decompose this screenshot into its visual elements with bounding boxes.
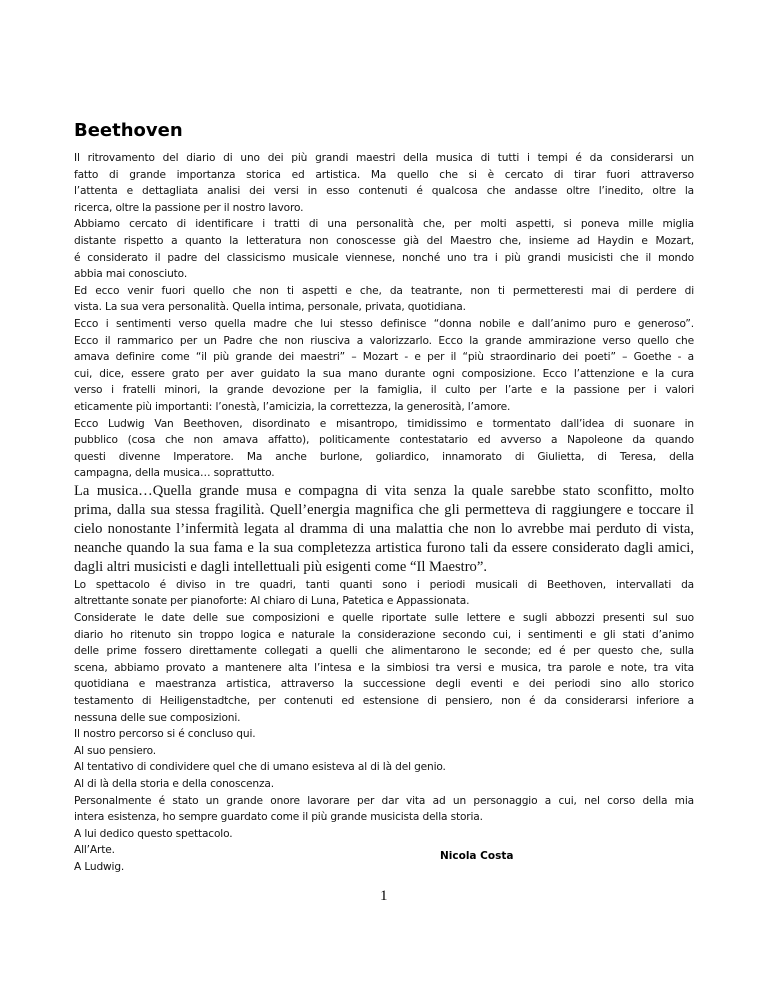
text-line: prima, dalla sua stessa fragilità. Quell’energia magnifica che gli permetteva di raggiungere e toccare il (74, 501, 694, 518)
text-line: intera esistenza, ho sempre guardato come il più grande musicista della storia. (74, 811, 483, 824)
text-line: diario ho ritenuto sin troppo logica e naturale la considerazione secondo cui, i sentimenti e gli stati d’animo (74, 628, 694, 641)
page-number: 1 (380, 888, 388, 904)
paragraph (74, 577, 694, 610)
text-line: quotidiana e maestranza artistica, attraverso la successione degli eventi e dei periodi sino allo storico (74, 678, 694, 691)
paragraph (74, 416, 694, 482)
paragraph (74, 743, 694, 760)
text-line: Personalmente é stato un grande onore lavorare per dar vita ad un personaggio a cui, nel corso della mia (74, 794, 694, 807)
text-line: distante rispetto a quanto la letteratura non conoscesse già del Maestro che, insieme ad Haydin e Mozart, (74, 234, 694, 247)
paragraph (74, 482, 694, 577)
text-line: Ecco il rammarico per un Padre che non riusciva a valorizzarlo. Ecco la grande ammirazione verso quello che (74, 334, 694, 347)
text-line: questi divenne Imperatore. Ma anche burlone, goliardico, innamorato di Giulietta, di Teresa, della (74, 450, 694, 463)
document-body (74, 150, 694, 876)
text-line: campagna, della musica… soprattutto. (74, 467, 275, 480)
paragraph (74, 610, 694, 726)
text-line: Ecco i sentimenti verso quella madre che lui stesso definisce “donna nobile e dall’animo puro e generoso”. (74, 317, 694, 330)
text-line: cielo nonostante l’infermità legata al dramma di una malattia che non lo avrebbe mai perduto di vista, (74, 520, 694, 537)
paragraph (74, 726, 694, 743)
text-line: eticamente più importanti: l’onestà, l’amicizia, la correttezza, la generosità, l’amore. (74, 400, 511, 413)
text-line: verso i fratelli minori, la grande devozione per la famiglia, il culto per l’arte e la passione per i valori (74, 384, 694, 397)
text-line: altrettante sonate per pianoforte: Al chiaro di Luna, Patetica e Appassionata. (74, 595, 470, 608)
text-line: abbia mai conosciuto. (74, 268, 188, 281)
text-line: cui, dice, essere grato per aver guidato la sua mano durante ogni composizione. Ecco l’attenzione e la cura (74, 367, 694, 380)
text-line: Ecco Ludwig Van Beethoven, disordinato e misantropo, timidissimo e tormentato dall’idea di suonare in (74, 417, 694, 430)
text-line: delle prime fossero direttamente collegati a quelli che alimentarono le seconde; ed é per questo che, sulla (74, 645, 694, 658)
paragraph (74, 842, 694, 859)
text-line: ricerca, oltre la passione per il nostro lavoro. (74, 201, 304, 214)
paragraph (74, 283, 694, 316)
text-line: Considerate le date delle sue composizioni e quelle riportate sulle lettere e sugli abbozzi presenti sul suo (74, 612, 694, 625)
text-line: dagli altri musicisti e dagli intellettuali più esigenti come “Il Maestro”. (74, 558, 487, 575)
text-line: Lo spettacolo é diviso in tre quadri, tanti quanti sono i periodi musicali di Beethoven, intervallati da (74, 578, 694, 591)
text-line: Ed ecco venir fuori quello che non ti aspetti e che, da teatrante, non ti permetteresti mai di perdere di (74, 284, 694, 297)
text-line: fatto di grande importanza storica ed artistica. Ma quello che si è cercato di tirar fuori attraverso (74, 168, 694, 181)
document-title: Beethoven (74, 120, 183, 141)
text-line: Il ritrovamento del diario di uno dei più grandi maestri della musica di tutti i tempi é da considerarsi un (74, 152, 694, 164)
text-line: é considerato il padre del classicismo musicale viennese, nonché uno tra i più grandi musicisti che il mondo (74, 251, 694, 264)
paragraph (74, 776, 694, 793)
text-line: Al di là della storia e della conoscenza. (74, 778, 274, 790)
text-line: amava definire come “il più grande dei maestri” – Mozart - e per il “più straordinario dei poeti” – Goethe - a (74, 351, 694, 364)
text-line: testamento di Heiligenstadtche, per contenuti ed estensione di pensiero, non é da considerarsi inferiore a (74, 695, 694, 708)
text-line: All’Arte. (74, 844, 115, 857)
text-line: Abbiamo cercato di identificare i tratti di una personalità che, per molti aspetti, si poneva mille miglia (74, 218, 694, 231)
paragraph (74, 826, 694, 843)
text-line: neanche quando la sua fama e la sua completezza artistica furono tali da essere considerato dagli amici, (74, 539, 694, 556)
author-signature: Nicola Costa (440, 850, 514, 862)
text-line: nessuna delle sue composizioni. (74, 711, 241, 724)
text-line: Il nostro percorso si é concluso qui. (74, 728, 256, 741)
paragraph (74, 150, 694, 216)
text-line: A lui dedico questo spettacolo. (74, 827, 233, 840)
text-line: vista. La sua vera personalità. Quella intima, personale, privata, quotidiana. (74, 301, 466, 314)
paragraph (74, 216, 694, 282)
paragraph (74, 859, 694, 876)
text-line: A Ludwig. (74, 860, 125, 873)
text-line: Al suo pensiero. (74, 744, 156, 757)
paragraph (74, 316, 694, 416)
text-line: scena, abbiamo provato a mantenere alta l’intesa e la simbiosi tra versi e musica, tra parole e note, tra vita (74, 661, 694, 674)
text-line: l’attenta e dettagliata analisi dei versi in esso contenuti é qualcosa che andasse oltre l’inedito, oltre la (74, 185, 694, 198)
text-line: Al tentativo di condividere quel che di umano esisteva al di là del genio. (74, 761, 446, 774)
paragraph (74, 759, 694, 776)
text-line: La musica…Quella grande musa e compagna di vita senza la quale sarebbe stato sconfitto, molto (74, 482, 694, 499)
paragraph (74, 793, 694, 826)
text-line: pubblico (cosa che non amava affatto), politicamente contestatario ed avverso a Napoleone da quando (74, 434, 694, 447)
